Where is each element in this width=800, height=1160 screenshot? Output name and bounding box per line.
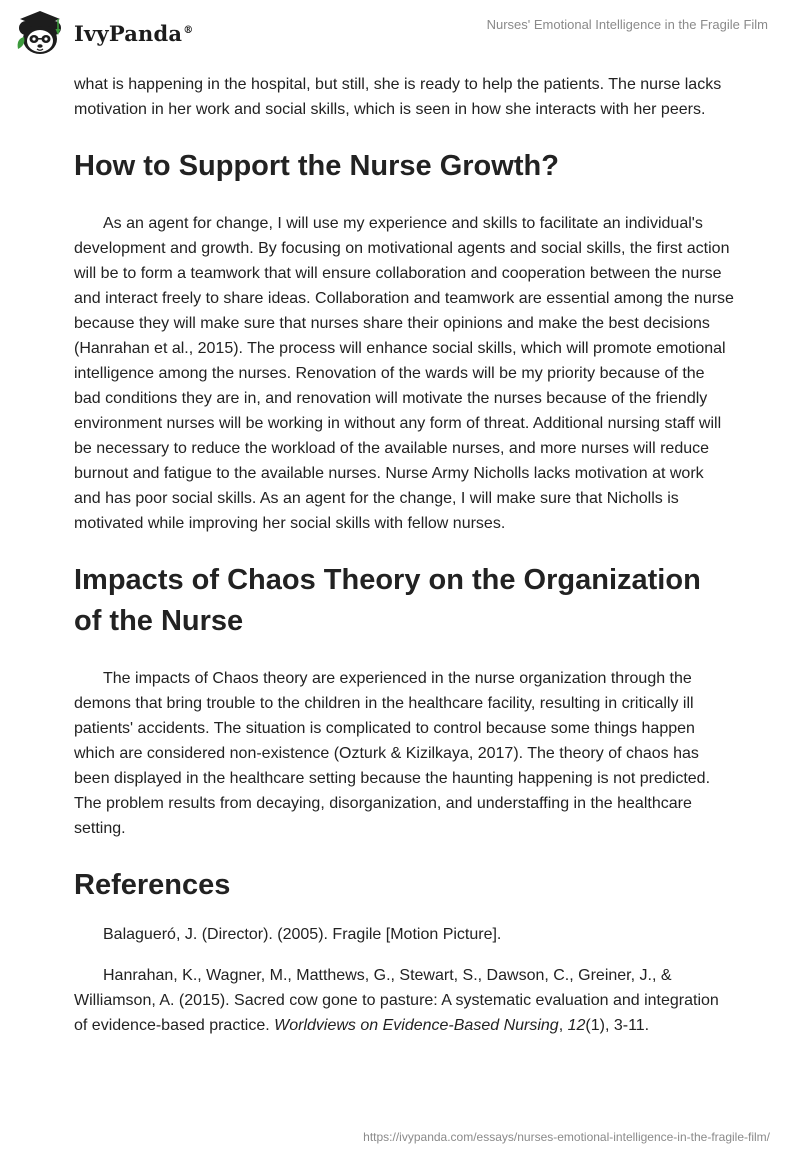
section-paragraph-chaos-theory: The impacts of Chaos theory are experienced in the nurse organization through the demons that bring trouble to the children in the healthcare facility, resulting in critically ill patients' accidents. The situation is complicated to control because some things happen which are considered non-existence (Ozturk & Kizilkaya, 2017). The theory of chaos has been displayed in the healthcare setting because the haunting happening is not predicted. The problem results from decaying, disorganization, and understaffing in the healthcare setting. [74, 670, 711, 837]
intro-paragraph: what is happening in the hospital, but still, she is ready to help the patients. The nurse lacks motivation in her work and social skills, which is seen in how she interacts with her peers. [74, 76, 722, 118]
section-paragraph-support-growth: As an agent for change, I will use my experience and skills to facilitate an individual's development and growth. By focusing on motivational agents and social skills, the first action will be to form a teamwork that will ensure collaboration and cooperation between the nurse and interact freely to share ideas. Collaboration and teamwork are essential among the nurse because they will make sure that nurses share their opinions and make the best decisions (Hanrahan et al., 2015). The process will enhance social skills, which will promote emotional intelligence among the nurses. Renovation of the wards will be my priority because of the bad conditions they are in, and renovation will motivate the nurses because of the friendly environment nurses will be working in without any form of threat. Additional nursing staff will be necessary to reduce the workload of the available nurses, and more nurses will reduce burnout and fatigue to the available nurses. Nurse Army Nicholls lacks motivation at work and has poor social skills. As an agent for the change, I will make sure that Nicholls is motivated while improving her social skills with fellow nurses. [74, 215, 734, 532]
section-heading-support-growth: How to Support the Nurse Growth? [74, 150, 559, 182]
page-header [0, 0, 800, 66]
reference-item: Balagueró, J. (Director). (2005). Fragile [Motion Picture]. [103, 926, 502, 943]
journal-title: Worldviews on Evidence-Based Nursing [274, 1017, 559, 1034]
document-title: Nurses' Emotional Intelligence in the Fragile Film [486, 17, 768, 32]
logo-text: IvyPanda® [74, 20, 194, 46]
reference-item: Hanrahan, K., Wagner, M., Matthews, G., Stewart, S., Dawson, C., Greiner, J., & Williamson, A. (2015). Sacred cow gone to pasture: A systematic evaluation and integration of evidence-based practice. Worldviews on Evidence-Based Nursing, 12(1), 3-11. [74, 967, 719, 1034]
panda-graduate-icon [14, 9, 66, 57]
journal-volume: 12 [567, 1017, 586, 1034]
references-heading: References [74, 869, 231, 901]
ivypanda-logo[interactable] [14, 8, 193, 58]
registered-mark: ® [183, 24, 194, 36]
essay-content [74, 72, 734, 1038]
source-url[interactable]: https://ivypanda.com/essays/nurses-emotional-intelligence-in-the-fragile-film/ [363, 1130, 770, 1144]
section-heading-chaos-theory: Impacts of Chaos Theory on the Organization of the Nurse [74, 564, 701, 637]
